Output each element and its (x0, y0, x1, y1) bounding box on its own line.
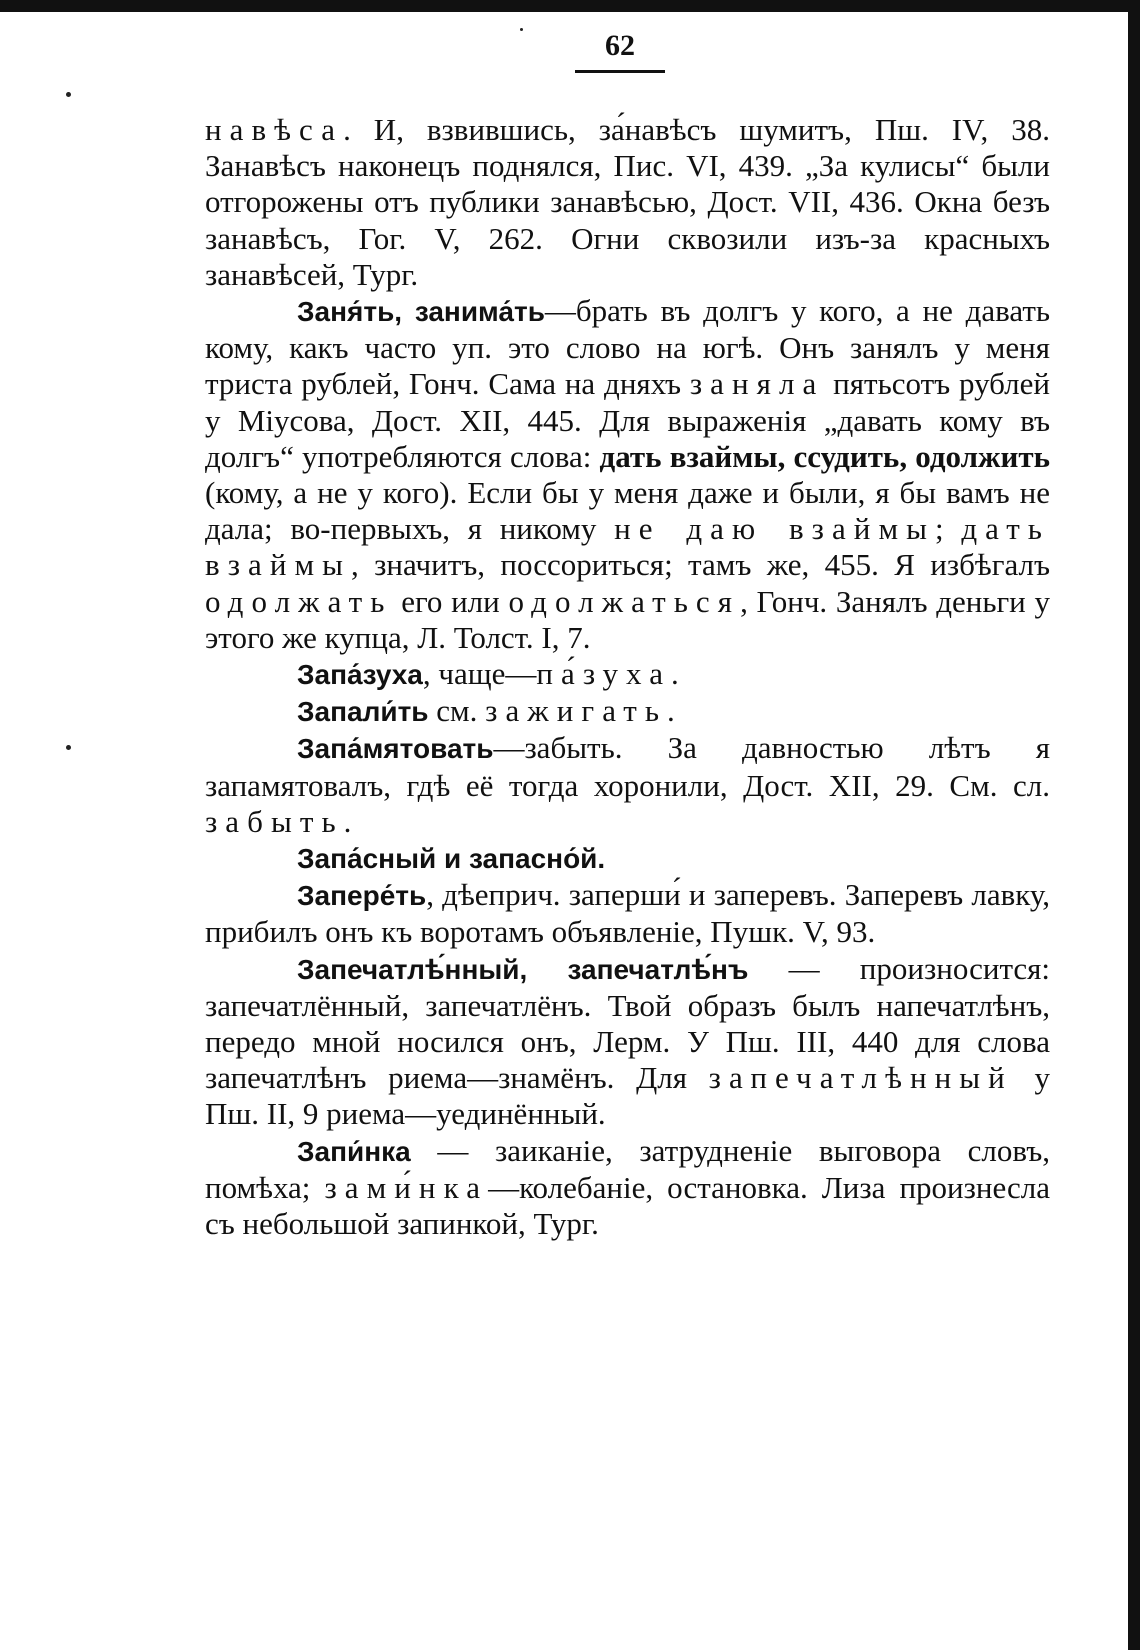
continued-text (205, 112, 1050, 293)
dictionary-entry (205, 656, 1050, 693)
text-run: . (667, 693, 675, 729)
text-run: , значитъ, поссориться; тамъ же, 455. Я избѣгалъ (351, 547, 1050, 583)
text-run: заняла (689, 366, 825, 402)
text-run: навѣса (205, 112, 344, 147)
text-run: дать взаймы (205, 511, 1050, 583)
text-run: па́зуха (536, 656, 672, 692)
headword: Запере́ть (297, 880, 427, 912)
headword: Запечатлѣ́нный, запечатлѣ́нъ (297, 953, 749, 985)
text-run: зами́нка (324, 1169, 489, 1205)
text-run: см. (428, 693, 486, 729)
text-run: запечатлѣнный (708, 1060, 1013, 1096)
scan-right-edge (1128, 0, 1140, 1650)
text-run: — произносится: запечатлённый, запечатлёнъ. Твой образъ былъ напечатлѣнъ, передо мной носился онъ, Лерм. У Пш. III, 440 для слова запечатлѣнъ риема—знамёнъ. Для (205, 950, 1050, 1096)
dictionary-entry (205, 293, 1050, 656)
text-run: . (671, 656, 679, 692)
text-run: , дѣеприч. заперши́ и заперевъ. Заперевъ лавку, прибилъ онъ къ воротамъ объявленіе, Пушк. V, 93. (205, 877, 1050, 950)
text-run: одолжать (205, 583, 393, 619)
text-run: одолжаться (508, 583, 741, 619)
text-run: ; (935, 511, 962, 547)
scan-speck (66, 92, 71, 97)
text-run: дать взаймы, ссудить, одолжить (599, 438, 1050, 474)
text-run: , чаще— (422, 656, 537, 692)
dictionary-entry (205, 877, 1050, 950)
headword: Запали́ть (297, 696, 429, 728)
headword: Запа́мятовать (297, 733, 494, 765)
scan-top-edge (0, 0, 1140, 12)
headword: Заня́ть, занима́ть (297, 296, 545, 328)
text-run: . И, взвившись, за́навѣсъ шумитъ, Пш. IV, 38. Занавѣсъ наконецъ поднялся, Пис. VI, 439. „За кулисы“ были отгорожены отъ публики занавѣсью, Дост. VII, 436. Окна безъ занавѣсъ, Гог. V, 262. Огни сквозили изъ-за красныхъ занавѣсей, Тург. (205, 112, 1050, 292)
headword: Запа́сный и запасно́й. (297, 843, 606, 875)
text-run: не даю взаймы (614, 511, 936, 547)
dictionary-text (205, 112, 1050, 1242)
scan-speck (520, 28, 523, 31)
text-run: у Пш. II, 9 риема—уединённый. (205, 1060, 1050, 1132)
text-run: пятьсотъ рублей у Міусова, Дост. XII, 445. Для выраженія „давать кому въ долгъ“ употребляются слова: (205, 366, 1050, 474)
dictionary-entry (205, 730, 1050, 840)
headword: Запа́зуха (297, 659, 423, 691)
text-run: —колебаніе, остановка. Лиза произнесла съ небольшой запинкой, Тург. (205, 1169, 1050, 1242)
headword: Запи́нка (297, 1135, 411, 1167)
text-run: — заиканіе, затрудненіе выговора словъ, помѣха; (205, 1132, 1050, 1205)
text-run: зажигать (485, 693, 668, 729)
text-run: —брать въ долгъ у кого, а не давать кому, какъ часто уп. это слово на югѣ. Онъ занялъ у меня триста рублей, Гонч. Сама на дняхъ (205, 293, 1051, 402)
scan-speck (66, 745, 71, 750)
text-run: , Гонч. Занялъ деньги у этого же купца, Л. Толст. I, 7. (205, 583, 1050, 655)
text-run: —забыть. За давностью лѣтъ я запамятовалъ, гдѣ её тогда хоронили, Дост. XII, 29. См. сл. (205, 730, 1050, 803)
dictionary-entry (205, 840, 1050, 877)
dictionary-entry (205, 951, 1050, 1133)
text-run: . (343, 803, 352, 839)
text-run: его или (392, 583, 509, 619)
page-number: 62 (605, 29, 635, 62)
dictionary-entry (205, 1133, 1050, 1243)
text-run: забыть (205, 803, 344, 839)
dictionary-entry (205, 693, 1050, 730)
text-run: (кому, а не у кого). Если бы у меня даже и были, я бы вамъ не дала; во-первыхъ, я никому (205, 475, 1050, 547)
page-number-rule (575, 70, 665, 73)
